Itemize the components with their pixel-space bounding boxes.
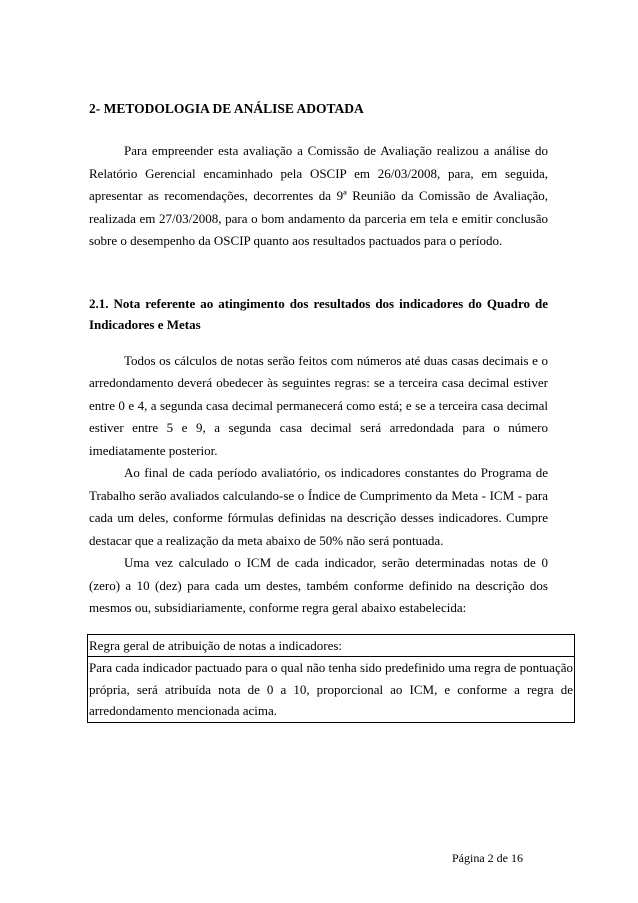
rule-box-title: Regra geral de atribuição de notas a indicadores: (89, 637, 343, 653)
rule-box-body: Para cada indicador pactuado para o qual não tenha sido predefinido uma regra de pontuação própria, será atribuída nota de 0 a 10, proporcional ao ICM, e conforme a regra de arredondamento mencionada acima. (88, 656, 574, 722)
section-paragraph: Para empreender esta avaliação a Comissão de Avaliação realizou a análise do Relatório Gerencial encaminhado pela OSCIP em 26/03/2008, para, em seguida, apresentar as recomendações, decorrentes da 9ª Reunião da Comissão de Avaliação, realizada em 27/03/2008, para o bom andamento da parceria em tela e emitir conclusão sobre o desempenho da OSCIP quanto aos resultados pactuados para o período. (89, 143, 548, 248)
page-number: Página 2 de 16 (452, 851, 523, 865)
subsection-heading: 2.1. Nota referente ao atingimento dos resultados dos indicadores do Quadro de Indicadores e Metas (89, 295, 548, 332)
subsection-paragraph-1: Todos os cálculos de notas serão feitos com números até duas casas decimais e o arredondamento deverá obedecer às seguintes regras: se a terceira casa decimal estiver entre 0 e 4, a segunda casa decimal permanecerá como está; e se a terceira casa decimal estiver entre 5 e 9, a segunda casa decimal será arredondada para o número imediatamente posterior. (89, 352, 548, 458)
section-heading: 2- METODOLOGIA DE ANÁLISE ADOTADA (89, 101, 364, 116)
page-content (89, 100, 573, 723)
subsection-paragraph-2: Ao final de cada período avaliatório, os indicadores constantes do Programa de Trabalho serão avaliados calculando-se o Índice de Cumprimento da Meta - ICM - para cada um deles, conforme fórmulas definidas na descrição desses indicadores. Cumpre destacar que a realização da meta abaixo de 50% não será pontuada. (89, 465, 548, 548)
subsection-paragraph-3: Uma vez calculado o ICM de cada indicador, serão determinadas notas de 0 (zero) a 10 (dez) para cada um destes, também conforme definido na descrição dos mesmos ou, subsidiariamente, conforme regra geral abaixo estabelecida: (89, 555, 548, 615)
rule-box (87, 634, 575, 723)
